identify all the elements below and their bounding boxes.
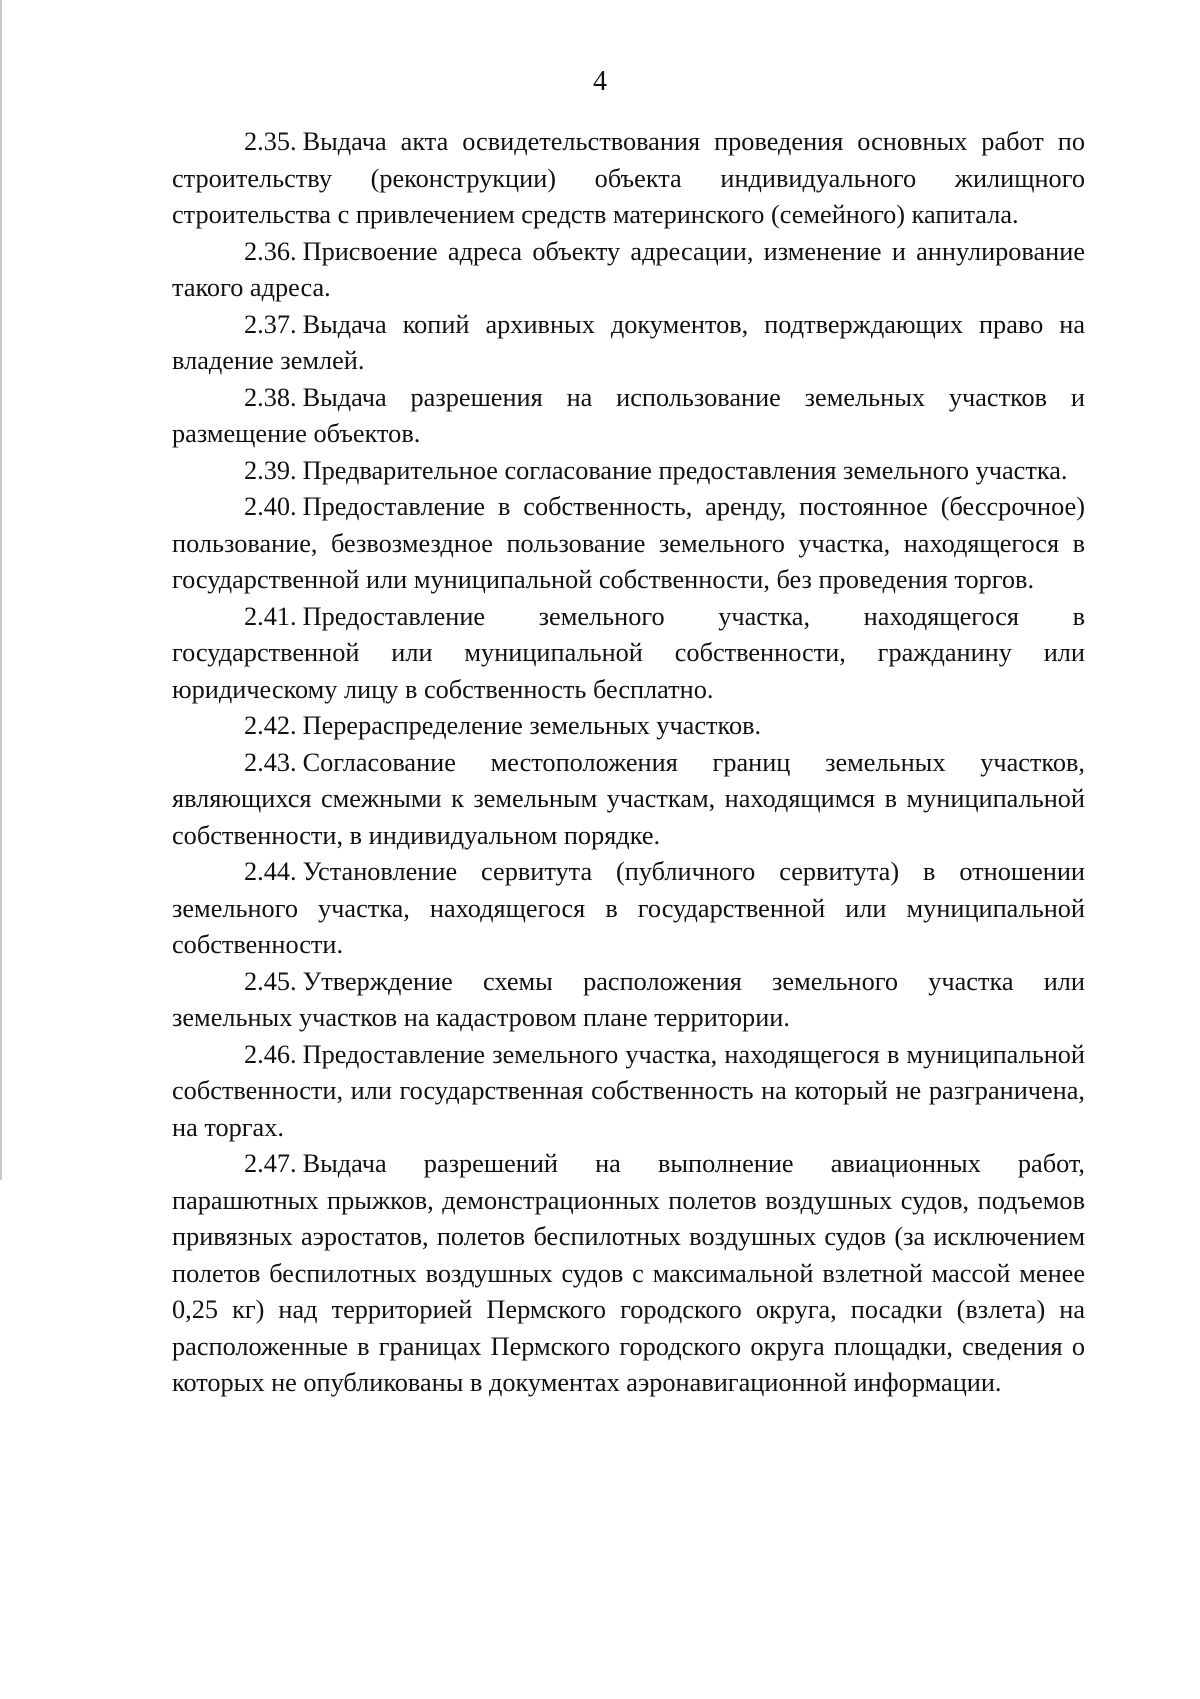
page-number: 4 [593, 66, 607, 97]
item-number: 2.47. [244, 1149, 297, 1178]
item-text: Выдача разрешений на выполнение авиационных работ, парашютных прыжков, демонстрационных полетов воздушных судов, подъемов привязных аэростатов, полетов беспилотных воздушных судов (за исключением полетов беспилотных воздушных судов с максимальной взлетной массой менее 0,25 кг) над территорией Пермского городского округа, посадки (взлета) на расположенные в границах Пермского городского округа площадки, сведения о которых не опубликованы в документах аэронавигационной информации. [172, 1149, 1085, 1397]
list-item [172, 489, 1085, 599]
item-text: Установление сервитута (публичного сервитута) в отношении земельного участка, находящегося в государственной или муниципальной собственности. [172, 857, 1085, 959]
list-item [172, 453, 1085, 490]
list-item [172, 964, 1085, 1037]
item-text: Предоставление в собственность, аренду, постоянное (бессрочное) пользование, безвозмездное пользование земельного участка, находящегося в государственной или муниципальной собственности, без проведения торгов. [172, 492, 1085, 594]
item-number: 2.39. [244, 455, 297, 485]
item-number: 2.45. [244, 966, 297, 996]
list-item [172, 307, 1085, 380]
list-item [172, 1146, 1085, 1402]
item-text: Предоставление земельного участка, находящегося в государственной или муниципальной собственности, гражданину или юридическому лицу в собственность бесплатно. [172, 601, 1085, 704]
item-number: 2.40. [244, 492, 297, 521]
item-number: 2.38. [244, 382, 297, 412]
list-item [172, 1037, 1085, 1147]
list-item [172, 234, 1085, 307]
item-number: 2.41. [244, 601, 297, 631]
item-text: Предварительное согласование предоставления земельного участка. [302, 455, 1068, 485]
item-number: 2.43. [244, 747, 297, 777]
list-item [172, 854, 1085, 964]
item-number: 2.37. [244, 309, 297, 339]
scan-edge [0, 0, 2, 1180]
item-text: Утверждение схемы расположения земельного участка или земельных участков на кадастровом плане территории. [172, 966, 1085, 1032]
item-number: 2.46. [244, 1039, 297, 1069]
item-number: 2.36. [244, 236, 297, 266]
item-text: Выдача разрешения на использование земельных участков и размещение объектов. [172, 382, 1085, 448]
item-text: Выдача копий архивных документов, подтверждающих право на владение землей. [172, 309, 1085, 375]
item-number: 2.44. [244, 857, 297, 886]
list-item [172, 745, 1085, 855]
list-item [172, 599, 1085, 709]
list-item [172, 708, 1085, 745]
list-item [172, 124, 1085, 234]
item-text: Согласование местоположения границ земельных участков, являющихся смежными к земельным участкам, находящимся в муниципальной собственности, в индивидуальном порядке. [172, 747, 1085, 850]
item-number: 2.42. [244, 711, 297, 740]
item-text: Присвоение адреса объекту адресации, изменение и аннулирование такого адреса. [172, 236, 1085, 302]
item-number: 2.35. [244, 127, 297, 156]
item-text: Перераспределение земельных участков. [302, 711, 762, 740]
item-text: Предоставление земельного участка, находящегося в муниципальной собственности, или государственная собственность на который не разграничена, на торгах. [172, 1039, 1085, 1142]
list-item [172, 380, 1085, 453]
document-body [172, 124, 1085, 1402]
item-text: Выдача акта освидетельствования проведения основных работ по строительству (реконструкции) объекта индивидуального жилищного строительства с привлечением средств материнского (семейного) капитала. [172, 127, 1085, 229]
